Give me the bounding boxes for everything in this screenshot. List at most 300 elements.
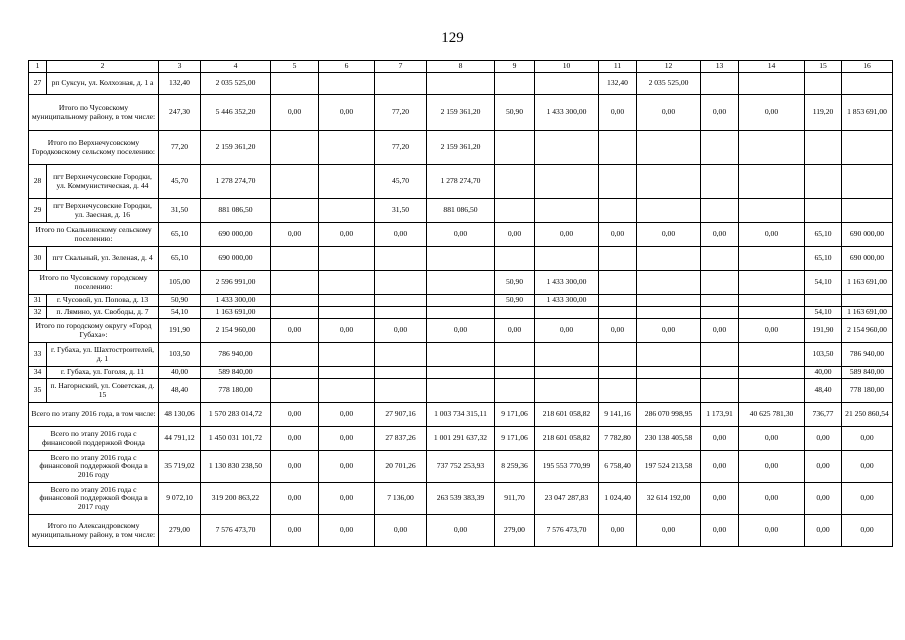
value-cell: 0,00 [271,427,319,451]
value-cell: 2 596 991,00 [201,271,271,295]
value-cell [495,343,535,367]
row-number-cell: 28 [29,165,47,199]
total-label-cell: Итого по Александровскому муниципальному району, в том числе: [29,515,159,547]
value-cell [271,379,319,403]
value-cell [701,247,739,271]
value-cell [535,343,599,367]
column-header: 10 [535,61,599,73]
value-cell: 132,40 [599,73,637,95]
value-cell [271,307,319,319]
value-cell: 0,00 [271,403,319,427]
total-label-cell: Всего по этапу 2016 года с финансовой поддержкой Фонда в 2017 году [29,483,159,515]
value-cell: 50,90 [159,295,201,307]
value-cell [375,295,427,307]
value-cell: 0,00 [701,515,739,547]
value-cell: 0,00 [271,483,319,515]
value-cell [375,271,427,295]
value-cell: 0,00 [319,427,375,451]
value-cell: 1 278 274,70 [427,165,495,199]
table-header-row [29,61,893,73]
table-total-row [29,271,893,295]
value-cell: 0,00 [739,483,805,515]
table-total-row [29,427,893,451]
address-cell: г. Чусовой, ул. Попова, д. 13 [47,295,159,307]
value-cell [842,165,893,199]
value-cell [535,247,599,271]
value-cell: 0,00 [375,515,427,547]
table-row [29,165,893,199]
value-cell [319,199,375,223]
value-cell [427,367,495,379]
value-cell [599,343,637,367]
value-cell [739,295,805,307]
value-cell: 279,00 [495,515,535,547]
value-cell [637,165,701,199]
value-cell: 9 072,10 [159,483,201,515]
value-cell: 0,00 [271,515,319,547]
value-cell [271,199,319,223]
value-cell: 7 136,00 [375,483,427,515]
value-cell: 0,00 [805,483,842,515]
value-cell: 737 752 253,93 [427,451,495,483]
value-cell: 0,00 [535,319,599,343]
value-cell [637,247,701,271]
value-cell: 1 163 691,00 [842,271,893,295]
value-cell [842,199,893,223]
value-cell: 1 130 830 238,50 [201,451,271,483]
value-cell: 50,90 [495,271,535,295]
value-cell [701,343,739,367]
value-cell [701,199,739,223]
program-table [28,60,893,547]
table-total-row [29,403,893,427]
value-cell [375,73,427,95]
value-cell: 263 539 383,39 [427,483,495,515]
column-header: 5 [271,61,319,73]
column-header: 16 [842,61,893,73]
value-cell [271,247,319,271]
value-cell [637,131,701,165]
value-cell: 881 086,50 [201,199,271,223]
value-cell [599,165,637,199]
total-label-cell: Итого по Чусовскому муниципальному району, в том числе: [29,95,159,131]
row-number-cell: 29 [29,199,47,223]
value-cell: 7 576 473,70 [535,515,599,547]
table-total-row [29,131,893,165]
value-cell: 0,00 [599,95,637,131]
table-total-row [29,483,893,515]
value-cell [271,367,319,379]
value-cell: 1 433 300,00 [201,295,271,307]
column-header: 2 [47,61,159,73]
value-cell [319,165,375,199]
value-cell [842,73,893,95]
value-cell: 690 000,00 [201,223,271,247]
value-cell: 2 035 525,00 [201,73,271,95]
value-cell [701,271,739,295]
value-cell: 31,50 [375,199,427,223]
column-header: 4 [201,61,271,73]
value-cell [427,307,495,319]
value-cell: 2 035 525,00 [637,73,701,95]
value-cell [375,307,427,319]
value-cell: 0,00 [599,515,637,547]
value-cell [427,343,495,367]
value-cell: 50,90 [495,295,535,307]
value-cell [319,367,375,379]
value-cell [271,165,319,199]
value-cell [375,343,427,367]
value-cell [599,307,637,319]
value-cell: 0,00 [739,319,805,343]
table-row [29,199,893,223]
value-cell: 786 940,00 [201,343,271,367]
value-cell [535,199,599,223]
value-cell: 786 940,00 [842,343,893,367]
value-cell [375,379,427,403]
value-cell: 0,00 [271,451,319,483]
value-cell: 40,00 [159,367,201,379]
value-cell: 65,10 [159,247,201,271]
value-cell [427,73,495,95]
total-label-cell: Всего по этапу 2016 года, в том числе: [29,403,159,427]
value-cell: 0,00 [319,451,375,483]
value-cell: 1 163 691,00 [201,307,271,319]
value-cell [739,165,805,199]
table-row [29,367,893,379]
table-body [29,61,893,547]
value-cell: 191,90 [805,319,842,343]
table-row [29,247,893,271]
value-cell: 20 701,26 [375,451,427,483]
value-cell [842,131,893,165]
column-header: 14 [739,61,805,73]
value-cell: 0,00 [739,223,805,247]
value-cell: 0,00 [805,451,842,483]
value-cell: 0,00 [375,319,427,343]
value-cell [495,165,535,199]
value-cell [319,73,375,95]
value-cell: 0,00 [319,223,375,247]
value-cell: 0,00 [271,95,319,131]
value-cell [375,247,427,271]
table-row [29,379,893,403]
total-label-cell: Итого по Верхнечусовскому Городковскому сельскому поселению: [29,131,159,165]
value-cell: 0,00 [427,223,495,247]
value-cell: 0,00 [375,223,427,247]
value-cell [427,247,495,271]
value-cell: 0,00 [427,515,495,547]
value-cell: 1 003 734 315,11 [427,403,495,427]
value-cell: 0,00 [599,223,637,247]
value-cell: 319 200 863,22 [201,483,271,515]
column-header: 15 [805,61,842,73]
value-cell: 2 159 361,20 [427,131,495,165]
row-number-cell: 32 [29,307,47,319]
row-number-cell: 33 [29,343,47,367]
value-cell [701,131,739,165]
value-cell [427,271,495,295]
value-cell: 23 047 287,83 [535,483,599,515]
value-cell: 0,00 [319,403,375,427]
address-cell: пгт Верхнечусовские Городки, ул. Коммунистическая, д. 44 [47,165,159,199]
value-cell: 105,00 [159,271,201,295]
value-cell: 778 180,00 [842,379,893,403]
value-cell: 27 837,26 [375,427,427,451]
table-total-row [29,319,893,343]
value-cell: 0,00 [739,427,805,451]
value-cell: 1 278 274,70 [201,165,271,199]
value-cell: 218 601 058,82 [535,427,599,451]
value-cell: 54,10 [805,271,842,295]
value-cell: 2 159 361,20 [201,131,271,165]
value-cell: 103,50 [159,343,201,367]
value-cell [495,199,535,223]
value-cell: 195 553 770,99 [535,451,599,483]
table-total-row [29,451,893,483]
row-number-cell: 27 [29,73,47,95]
value-cell [495,367,535,379]
column-header: 13 [701,61,739,73]
value-cell: 132,40 [159,73,201,95]
value-cell: 0,00 [739,451,805,483]
value-cell [535,307,599,319]
value-cell: 0,00 [495,319,535,343]
value-cell [535,73,599,95]
value-cell [739,247,805,271]
value-cell: 65,10 [805,247,842,271]
value-cell: 0,00 [271,223,319,247]
value-cell [599,367,637,379]
table-total-row [29,515,893,547]
value-cell [599,271,637,295]
value-cell [739,199,805,223]
value-cell [319,379,375,403]
value-cell: 2 154 960,00 [201,319,271,343]
value-cell: 0,00 [701,483,739,515]
value-cell: 0,00 [599,319,637,343]
value-cell [271,73,319,95]
value-cell [319,295,375,307]
value-cell [805,295,842,307]
value-cell: 0,00 [271,319,319,343]
total-label-cell: Итого по Скальнинскому сельскому поселению: [29,223,159,247]
value-cell [319,247,375,271]
value-cell [805,73,842,95]
value-cell: 0,00 [701,451,739,483]
value-cell [739,271,805,295]
value-cell [495,247,535,271]
value-cell [535,379,599,403]
value-cell: 1 570 283 014,72 [201,403,271,427]
value-cell [739,73,805,95]
value-cell: 1 433 300,00 [535,295,599,307]
value-cell [701,165,739,199]
value-cell: 0,00 [535,223,599,247]
value-cell [271,131,319,165]
value-cell: 0,00 [637,515,701,547]
value-cell: 1 853 691,00 [842,95,893,131]
value-cell [599,131,637,165]
value-cell [319,307,375,319]
value-cell: 0,00 [495,223,535,247]
value-cell: 279,00 [159,515,201,547]
value-cell: 197 524 213,58 [637,451,701,483]
value-cell: 9 171,06 [495,403,535,427]
value-cell: 31,50 [159,199,201,223]
column-header: 6 [319,61,375,73]
value-cell [701,307,739,319]
value-cell: 0,00 [739,95,805,131]
value-cell [271,343,319,367]
row-number-cell: 35 [29,379,47,403]
value-cell: 191,90 [159,319,201,343]
value-cell: 7 782,80 [599,427,637,451]
value-cell: 65,10 [805,223,842,247]
value-cell [427,295,495,307]
value-cell: 2 159 361,20 [427,95,495,131]
table-total-row [29,95,893,131]
value-cell [495,307,535,319]
column-header: 7 [375,61,427,73]
value-cell: 0,00 [637,223,701,247]
column-header: 11 [599,61,637,73]
value-cell [271,295,319,307]
value-cell: 45,70 [159,165,201,199]
value-cell [637,343,701,367]
value-cell: 218 601 058,82 [535,403,599,427]
value-cell: 9 141,16 [599,403,637,427]
value-cell: 0,00 [637,95,701,131]
value-cell: 119,20 [805,95,842,131]
column-header: 12 [637,61,701,73]
column-header: 9 [495,61,535,73]
value-cell: 589 840,00 [201,367,271,379]
table-row [29,343,893,367]
value-cell [805,131,842,165]
total-label-cell: Всего по этапу 2016 года с финансовой поддержкой Фонда в 2016 году [29,451,159,483]
address-cell: пгт Верхнечусовские Городки, ул. Заесная, д. 16 [47,199,159,223]
value-cell: 247,30 [159,95,201,131]
value-cell: 286 070 998,95 [637,403,701,427]
table-row [29,307,893,319]
value-cell [701,73,739,95]
table-row [29,73,893,95]
value-cell: 881 086,50 [427,199,495,223]
value-cell: 0,00 [805,427,842,451]
value-cell [637,199,701,223]
value-cell [637,367,701,379]
value-cell: 54,10 [159,307,201,319]
value-cell: 0,00 [701,427,739,451]
value-cell: 1 173,91 [701,403,739,427]
value-cell [701,295,739,307]
value-cell: 0,00 [701,95,739,131]
value-cell: 0,00 [319,483,375,515]
value-cell [599,247,637,271]
value-cell: 0,00 [701,223,739,247]
value-cell [637,307,701,319]
value-cell [375,367,427,379]
value-cell [427,379,495,403]
value-cell: 48 130,06 [159,403,201,427]
row-number-cell: 30 [29,247,47,271]
total-label-cell: Итого по Чусовскому городскому поселению: [29,271,159,295]
value-cell: 690 000,00 [201,247,271,271]
value-cell [842,295,893,307]
value-cell: 65,10 [159,223,201,247]
value-cell: 1 001 291 637,32 [427,427,495,451]
value-cell: 2 154 960,00 [842,319,893,343]
value-cell: 0,00 [319,95,375,131]
value-cell [739,367,805,379]
value-cell: 0,00 [319,515,375,547]
address-cell: г. Губаха, ул. Гоголя, д. 11 [47,367,159,379]
value-cell: 911,70 [495,483,535,515]
value-cell: 35 719,02 [159,451,201,483]
total-label-cell: Итого по городскому округу «Город Губаха»: [29,319,159,343]
value-cell: 1 450 031 101,72 [201,427,271,451]
value-cell [805,165,842,199]
value-cell: 0,00 [739,515,805,547]
value-cell: 27 907,16 [375,403,427,427]
value-cell: 77,20 [159,131,201,165]
value-cell [599,199,637,223]
value-cell [599,379,637,403]
value-cell: 0,00 [805,515,842,547]
value-cell [495,379,535,403]
value-cell: 103,50 [805,343,842,367]
value-cell: 778 180,00 [201,379,271,403]
value-cell: 0,00 [842,427,893,451]
column-header: 3 [159,61,201,73]
value-cell: 48,40 [805,379,842,403]
value-cell: 48,40 [159,379,201,403]
page-number: 129 [441,30,464,46]
value-cell: 7 576 473,70 [201,515,271,547]
value-cell: 21 250 860,54 [842,403,893,427]
address-cell: г. Губаха, ул. Шахтостроителей, д. 1 [47,343,159,367]
value-cell [637,379,701,403]
value-cell: 736,77 [805,403,842,427]
value-cell [739,131,805,165]
value-cell [739,307,805,319]
value-cell [739,379,805,403]
value-cell: 1 024,40 [599,483,637,515]
value-cell [319,131,375,165]
value-cell: 5 446 352,20 [201,95,271,131]
value-cell: 1 163 691,00 [842,307,893,319]
value-cell: 690 000,00 [842,247,893,271]
value-cell: 77,20 [375,131,427,165]
value-cell [701,367,739,379]
value-cell: 9 171,06 [495,427,535,451]
value-cell [319,271,375,295]
value-cell [319,343,375,367]
column-header: 1 [29,61,47,73]
address-cell: рп Суксун, ул. Колхозная, д. 1 а [47,73,159,95]
address-cell: пгт Скальный, ул. Зеленая, д. 4 [47,247,159,271]
value-cell: 690 000,00 [842,223,893,247]
address-cell: п. Нагорнский, ул. Советская, д. 15 [47,379,159,403]
value-cell: 0,00 [701,319,739,343]
value-cell: 0,00 [842,483,893,515]
column-header: 8 [427,61,495,73]
value-cell: 0,00 [319,319,375,343]
value-cell: 589 840,00 [842,367,893,379]
value-cell: 77,20 [375,95,427,131]
value-cell: 44 791,12 [159,427,201,451]
